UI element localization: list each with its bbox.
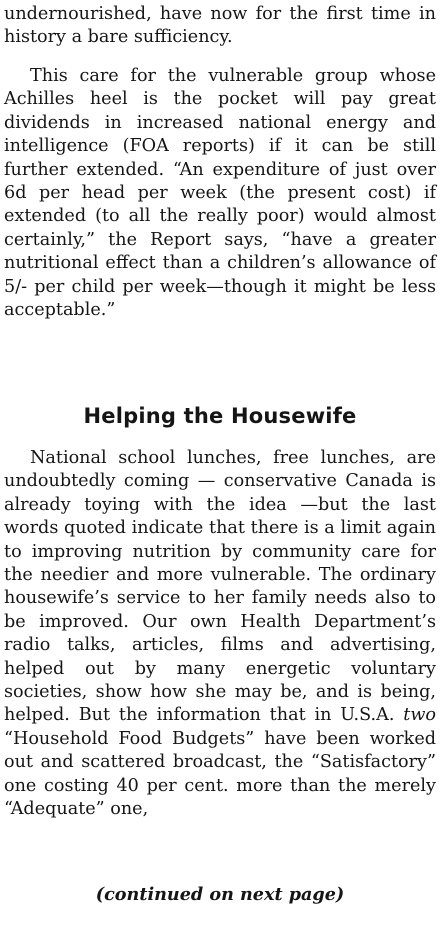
school-lunches-paragraph	[4, 447, 436, 822]
continuation-note: (continued on next page)	[95, 884, 345, 905]
intro-paragraph-fragment: undernourished, have now for the first time in history a bare sufficiency.	[4, 4, 436, 48]
school-lunches-text-part-1: National school lunches, free lunches, are undoubtedly coming — conservative Canada is already toying with the idea —but the last words quoted indicate that there is a limit again to improving nutrition by community care for the needier and more vulnerable. The ordinary housewife’s service to her family needs also to be improved. Our own Health Department’s radio talks, articles, films and advertising, helped out by many energetic voluntary societies, show how she may be, and is being, helped. But the information that in U.S.A.	[4, 448, 436, 726]
school-lunches-text-part-2: “Household Food Budgets” have been worked out and scattered broadcast, the “Satisfactory” one costing 40 per cent. more than the merely “Adequate” one,	[4, 728, 436, 820]
vulnerable-group-paragraph: This care for the vulnerable group whose Achilles heel is the pocket will pay great dividends in increased national energy and intelligence (FOA reports) if it can be still further extended. “An expenditure of just over 6d per head per week (the present cost) if extended (to all the really poor) would almost certainly,” the Report says, “have a greater nutritional effect than a children’s allowance of 5/- per child per week—though it might be less acceptable.”	[4, 66, 436, 321]
section-heading: Helping the Housewife	[83, 404, 357, 428]
emphasis-word-two: two	[403, 705, 436, 726]
